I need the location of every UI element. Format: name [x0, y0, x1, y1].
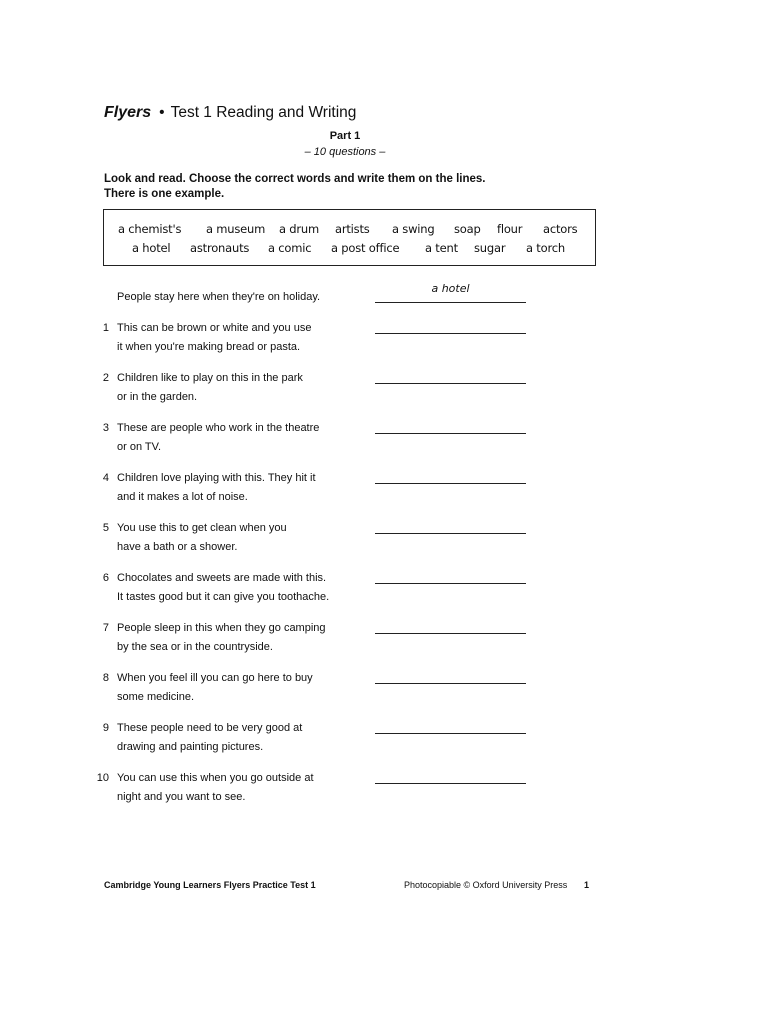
question-number: 8 — [102, 672, 109, 684]
question-line-1: People sleep in this when they go camping — [117, 622, 326, 634]
question-line-2: have a bath or a shower. — [117, 541, 238, 553]
question-text — [117, 288, 320, 307]
question-number: 1 — [102, 322, 109, 334]
instruction-line-2: There is one example. — [104, 188, 225, 200]
question-line-1: These are people who work in the theatre — [117, 422, 320, 434]
word-bank-item: a torch — [526, 241, 565, 255]
title-brand: Flyers — [104, 104, 152, 121]
question-number: 4 — [102, 472, 109, 484]
footer-series-title: Cambridge Young Learners Flyers Practice Test 1 — [104, 880, 316, 890]
question-text — [117, 469, 316, 507]
question-line-1: Chocolates and sweets are made with this. — [117, 572, 327, 584]
question-text — [117, 419, 319, 457]
answer-line[interactable] — [375, 433, 526, 434]
question-text — [117, 369, 303, 407]
question-number: 6 — [102, 572, 109, 584]
page-number: 1 — [584, 880, 590, 890]
answer-line[interactable] — [375, 733, 526, 734]
question-text — [117, 319, 311, 357]
question-line-2: by the sea or in the countryside. — [117, 641, 273, 653]
question-line-2: or on TV. — [117, 441, 162, 453]
word-bank-item: a museum — [206, 222, 266, 236]
answer-line[interactable] — [375, 383, 526, 384]
word-bank-item: a tent — [425, 241, 458, 255]
word-bank-item: flour — [497, 222, 523, 236]
question-line-1: Children love playing with this. They hit it — [117, 472, 316, 484]
question-line-2: or in the garden. — [117, 391, 198, 403]
question-row — [0, 769, 768, 809]
question-text — [117, 619, 326, 657]
question-line-2: it when you're making bread or pasta. — [117, 341, 301, 353]
answer-line[interactable] — [375, 633, 526, 634]
instructions — [104, 172, 485, 202]
page-title — [104, 104, 356, 122]
question-row — [0, 719, 768, 759]
question-line-1: This can be brown or white and you use — [117, 322, 312, 334]
word-bank-item: a drum — [279, 222, 320, 236]
question-text — [117, 719, 302, 757]
question-line-1: When you feel ill you can go here to buy — [117, 672, 313, 684]
title-text: Test 1 Reading and Writing — [170, 104, 357, 121]
question-number: 5 — [102, 522, 109, 534]
question-text — [117, 769, 314, 807]
word-bank-item: sugar — [474, 241, 506, 255]
word-bank-item: astronauts — [190, 241, 250, 255]
answer-line[interactable] — [375, 483, 526, 484]
question-row — [0, 419, 768, 459]
example-answer: a hotel — [431, 282, 470, 295]
question-line-2: some medicine. — [117, 691, 195, 703]
word-bank-item: artists — [335, 222, 370, 236]
question-number: 10 — [96, 772, 109, 784]
question-line-1: Children like to play on this in the park — [117, 372, 303, 384]
word-bank-item: a chemist's — [118, 222, 182, 236]
question-line-2: drawing and painting pictures. — [117, 741, 264, 753]
question-row — [0, 369, 768, 409]
answer-line[interactable] — [375, 683, 526, 684]
answer-line[interactable] — [375, 533, 526, 534]
answer-line — [375, 302, 526, 303]
word-bank — [103, 209, 596, 266]
question-line-1: People stay here when they're on holiday. — [117, 291, 321, 303]
part-label: Part 1 — [329, 130, 361, 142]
question-number: 7 — [102, 622, 109, 634]
question-row — [0, 469, 768, 509]
answer-line[interactable] — [375, 583, 526, 584]
question-text — [117, 519, 287, 557]
question-line-2: It tastes good but it can give you toothache. — [117, 591, 330, 603]
answer-line[interactable] — [375, 783, 526, 784]
question-row — [0, 319, 768, 359]
question-text — [117, 669, 313, 707]
word-bank-item: a hotel — [132, 241, 171, 255]
word-bank-item: a post office — [331, 241, 400, 255]
footer-copyright: Photocopiable © Oxford University Press — [404, 880, 568, 890]
question-row — [0, 619, 768, 659]
question-number: 9 — [102, 722, 109, 734]
question-row — [0, 669, 768, 709]
question-number: 3 — [102, 422, 109, 434]
question-row — [0, 569, 768, 609]
question-number: 2 — [102, 372, 109, 384]
answer-line[interactable] — [375, 333, 526, 334]
word-bank-item: soap — [454, 222, 481, 236]
question-line-1: You use this to get clean when you — [117, 522, 287, 534]
instruction-line-1: Look and read. Choose the correct words and write them on the lines. — [104, 173, 486, 185]
question-line-1: These people need to be very good at — [117, 722, 303, 734]
question-line-1: You can use this when you go outside at — [117, 772, 314, 784]
question-line-2: and it makes a lot of noise. — [117, 491, 248, 503]
title-bullet: • — [159, 104, 165, 121]
word-bank-item: actors — [543, 222, 578, 236]
question-line-2: night and you want to see. — [117, 791, 246, 803]
word-bank-item: a comic — [268, 241, 312, 255]
word-bank-item: a swing — [392, 222, 435, 236]
question-row — [0, 519, 768, 559]
question-text — [117, 569, 329, 607]
part-subtitle: – 10 questions – — [304, 146, 386, 158]
